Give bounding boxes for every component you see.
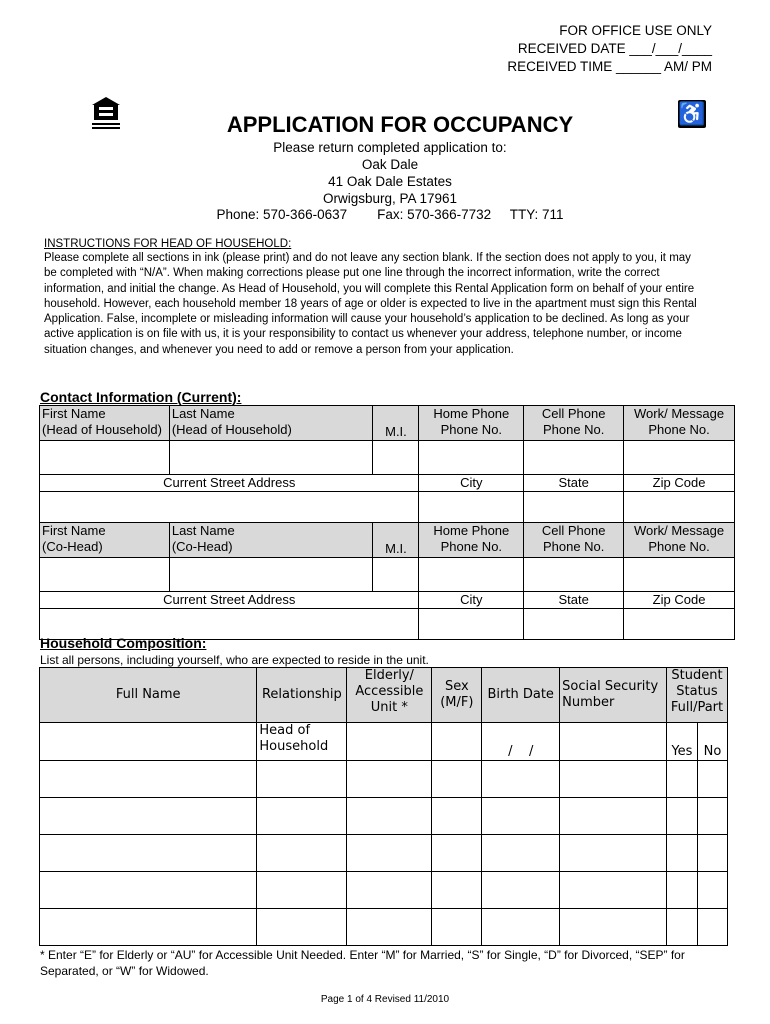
- head-address-field[interactable]: [40, 492, 419, 523]
- member-relationship-field[interactable]: [257, 872, 347, 909]
- zip-header: [624, 475, 735, 492]
- elderly-header: [347, 668, 432, 723]
- member-sex-field[interactable]: [432, 872, 482, 909]
- zip-label: Zip Code: [652, 592, 706, 607]
- last-name-label: Last Name: [171, 406, 235, 421]
- cohead-zip-field[interactable]: [624, 609, 735, 640]
- member-name-field[interactable]: [40, 798, 257, 835]
- cohead-cell-phone-header: [524, 523, 624, 558]
- phone-no-label: Phone No.: [440, 539, 503, 554]
- member-elderly-field[interactable]: [347, 798, 432, 835]
- member-elderly-field[interactable]: [347, 761, 432, 798]
- member-student-no[interactable]: [697, 835, 727, 872]
- household-table: [39, 667, 728, 946]
- member-elderly-field[interactable]: [347, 835, 432, 872]
- org-street: 41 Oak Dale Estates: [328, 174, 452, 189]
- city-label: City: [460, 592, 483, 607]
- head-zip-field[interactable]: [624, 492, 735, 523]
- member-relationship-field[interactable]: [257, 761, 347, 798]
- mi-label: M.I.: [385, 541, 407, 556]
- member-student-no[interactable]: [697, 798, 727, 835]
- sex-header: [432, 668, 482, 723]
- cell-phone-label: Cell Phone: [541, 406, 606, 421]
- ssn-header: [560, 668, 667, 723]
- member-student-no[interactable]: [697, 872, 727, 909]
- cohead-mi-field[interactable]: [373, 558, 419, 592]
- first-name-header: [40, 406, 170, 441]
- received-time-label: RECEIVED TIME ______ AM/ PM: [507, 59, 712, 74]
- cohead-first-name-field[interactable]: [40, 558, 170, 592]
- office-use-block: [507, 22, 712, 76]
- home-phone-label: Home Phone: [433, 523, 510, 538]
- head-state-field[interactable]: [524, 492, 624, 523]
- zip-label: Zip Code: [652, 475, 706, 490]
- cohead-mi-header: [373, 523, 419, 558]
- member-1-sex-field[interactable]: [432, 723, 482, 761]
- household-label: Household: [259, 739, 329, 754]
- member-sex-field[interactable]: [432, 798, 482, 835]
- student-label-3: Full/Part: [670, 700, 724, 715]
- head-cell-phone-field[interactable]: [524, 441, 624, 475]
- member-name-field[interactable]: [40, 761, 257, 798]
- page-title: APPLICATION FOR OCCUPANCY: [226, 112, 574, 137]
- cohead-first-name-label: First Name: [42, 523, 106, 538]
- member-name-field[interactable]: [40, 909, 257, 946]
- cohead-work-phone-field[interactable]: [624, 558, 735, 592]
- table-row: [40, 798, 728, 835]
- member-1-birth-field[interactable]: [482, 723, 560, 761]
- city-label: City: [460, 475, 483, 490]
- mi-header: [373, 406, 419, 441]
- cohead-zip-header: [624, 592, 735, 609]
- state-label: State: [558, 592, 589, 607]
- cohead-address-header: [40, 592, 419, 609]
- member-1-student-no[interactable]: [697, 723, 727, 761]
- home-phone-label: Home Phone: [433, 406, 510, 421]
- member-sex-field[interactable]: [432, 835, 482, 872]
- address-header: [40, 475, 419, 492]
- member-elderly-field[interactable]: [347, 872, 432, 909]
- address-label: Current Street Address: [163, 475, 296, 490]
- relationship-label: Relationship: [261, 687, 342, 702]
- head-last-name-field[interactable]: [169, 441, 373, 475]
- cell-phone-header: [524, 406, 624, 441]
- cohead-city-header: [419, 592, 524, 609]
- member-1-relationship-cell: [257, 723, 347, 761]
- phone-no-label: Phone No.: [648, 539, 710, 554]
- member-1-student-yes[interactable]: [666, 723, 697, 761]
- head-work-phone-field[interactable]: [624, 441, 735, 475]
- elderly-label: Elderly/: [364, 668, 414, 683]
- member-student-no[interactable]: [697, 909, 727, 946]
- member-relationship-field[interactable]: [257, 798, 347, 835]
- phone-no-label: Phone No.: [542, 422, 605, 437]
- phone-no-label: Phone No.: [648, 422, 710, 437]
- member-sex-field[interactable]: [432, 909, 482, 946]
- member-birth-field[interactable]: [482, 798, 560, 835]
- cohead-state-field[interactable]: [524, 609, 624, 640]
- cohead-home-phone-field[interactable]: [419, 558, 524, 592]
- member-relationship-field[interactable]: [257, 835, 347, 872]
- full-name-header: [40, 668, 257, 723]
- member-ssn-field[interactable]: [560, 798, 667, 835]
- household-section-heading: Household Composition:: [40, 635, 207, 651]
- member-student-yes[interactable]: [666, 798, 697, 835]
- member-student-yes[interactable]: [666, 835, 697, 872]
- cohead-last-name-header: [169, 523, 373, 558]
- head-mi-field[interactable]: [373, 441, 419, 475]
- member-student-yes[interactable]: [666, 909, 697, 946]
- cohead-last-name-sublabel: (Co-Head): [171, 539, 233, 554]
- household-note: List all persons, including yourself, who are expected to reside in the unit.: [40, 653, 429, 667]
- member-1-ssn-field[interactable]: [560, 723, 667, 761]
- member-elderly-field[interactable]: [347, 909, 432, 946]
- footnote: * Enter “E” for Elderly or “AU” for Accessible Unit Needed. Enter “M” for Married, “S” for Single, “D” for Divorced, “SEP” for Separated, or “W” for Widowed.: [40, 948, 685, 978]
- member-sex-field[interactable]: [432, 761, 482, 798]
- cohead-first-name-header: [40, 523, 170, 558]
- member-birth-field[interactable]: [482, 835, 560, 872]
- no-label: No: [703, 744, 722, 759]
- sex-label: Sex: [444, 679, 469, 694]
- elderly-label-2: Accessible: [355, 684, 424, 699]
- full-name-label: Full Name: [115, 687, 181, 702]
- state-header: [524, 475, 624, 492]
- org-name: Oak Dale: [361, 157, 419, 172]
- phone-no-label: Phone No.: [542, 539, 605, 554]
- sex-label-2: (M/F): [440, 695, 474, 710]
- table-row: [40, 872, 728, 909]
- member-ssn-field[interactable]: [560, 761, 667, 798]
- relationship-header: [257, 668, 347, 723]
- handicap-accessible-icon: ♿: [678, 101, 706, 126]
- student-status-header: [666, 668, 727, 723]
- member-birth-field[interactable]: [482, 761, 560, 798]
- work-phone-label: Work/ Message: [634, 523, 725, 538]
- member-1-elderly-field[interactable]: [347, 723, 432, 761]
- phone-no-label: Phone No.: [440, 422, 503, 437]
- birth-date-header: [482, 668, 560, 723]
- first-name-sublabel: (Head of Household): [42, 422, 162, 437]
- head-home-phone-field[interactable]: [419, 441, 524, 475]
- member-name-field[interactable]: [40, 872, 257, 909]
- cohead-work-phone-header: [624, 523, 735, 558]
- work-phone-header: [624, 406, 735, 441]
- member-1-name-field[interactable]: [40, 723, 257, 761]
- member-ssn-field[interactable]: [560, 909, 667, 946]
- member-relationship-field[interactable]: [257, 909, 347, 946]
- address-label: Current Street Address: [163, 592, 296, 607]
- member-student-yes[interactable]: [666, 872, 697, 909]
- first-name-label: First Name: [42, 406, 106, 421]
- elderly-label-3: Unit *: [370, 700, 408, 715]
- contact-table: [39, 405, 735, 640]
- table-row: [40, 835, 728, 872]
- contact-section-heading: Contact Information (Current):: [40, 389, 242, 405]
- yes-label: Yes: [671, 744, 693, 759]
- return-to-text: Please return completed application to:: [273, 140, 507, 155]
- birth-date-slashes: / /: [508, 744, 534, 759]
- member-ssn-field[interactable]: [560, 835, 667, 872]
- student-label-2: Status: [676, 684, 718, 699]
- cohead-last-name-field[interactable]: [169, 558, 373, 592]
- member-name-field[interactable]: [40, 835, 257, 872]
- student-label: Student: [671, 668, 723, 683]
- city-header: [419, 475, 524, 492]
- head-city-field[interactable]: [419, 492, 524, 523]
- state-label: State: [558, 475, 589, 490]
- table-row: [40, 761, 728, 798]
- cohead-city-field[interactable]: [419, 609, 524, 640]
- org-contact: Phone: 570-366-0637 Fax: 570-366-7732 TTY: 711: [216, 207, 564, 222]
- instructions-heading: INSTRUCTIONS FOR HEAD OF HOUSEHOLD:: [44, 238, 292, 250]
- birth-date-label: Birth Date: [487, 687, 554, 702]
- mi-label: M.I.: [385, 424, 407, 439]
- work-phone-label: Work/ Message: [634, 406, 725, 421]
- page-footer: Page 1 of 4 Revised 11/2010: [320, 994, 450, 1005]
- home-phone-header: [419, 406, 524, 441]
- head-first-name-field[interactable]: [40, 441, 170, 475]
- table-row: [40, 909, 728, 946]
- cohead-state-header: [524, 592, 624, 609]
- member-student-no[interactable]: [697, 761, 727, 798]
- cohead-home-phone-header: [419, 523, 524, 558]
- cohead-cell-phone-field[interactable]: [524, 558, 624, 592]
- member-birth-field[interactable]: [482, 872, 560, 909]
- org-city: Orwigsburg, PA 17961: [322, 191, 458, 206]
- cell-phone-label: Cell Phone: [541, 523, 606, 538]
- instructions-body: Please complete all sections in ink (please print) and do not leave any section blank. If the section does not apply to you, it may be completed with “N/A”. When making corrections please put one line through the incorrect information, write the correct information, and initial the change. As Head of Household, you will complete this Rental Application form on behalf of your entire household. However, each household member 18 years of age or older is expected to live in the apartment must sign this Rental Application. False, incomplete or misleading information will cause your household’s application to be declined. As long as your active application is on file with us, it is your responsibility to contact us whenever your address, telephone number, or income situation changes, and whenever you need to add or remove a person from your application.: [44, 252, 697, 356]
- head-of-label: Head of: [259, 723, 311, 738]
- member-student-yes[interactable]: [666, 761, 697, 798]
- ssn-label: Social Security: [562, 679, 659, 694]
- received-date-label: RECEIVED DATE ___/___/____: [517, 41, 712, 56]
- cohead-first-name-sublabel: (Co-Head): [42, 539, 103, 554]
- ssn-label-2: Number: [562, 695, 615, 710]
- member-birth-field[interactable]: [482, 909, 560, 946]
- cohead-last-name-label: Last Name: [171, 523, 235, 538]
- last-name-sublabel: (Head of Household): [171, 422, 292, 437]
- office-use-label: FOR OFFICE USE ONLY: [559, 23, 712, 38]
- member-ssn-field[interactable]: [560, 872, 667, 909]
- last-name-header: [169, 406, 373, 441]
